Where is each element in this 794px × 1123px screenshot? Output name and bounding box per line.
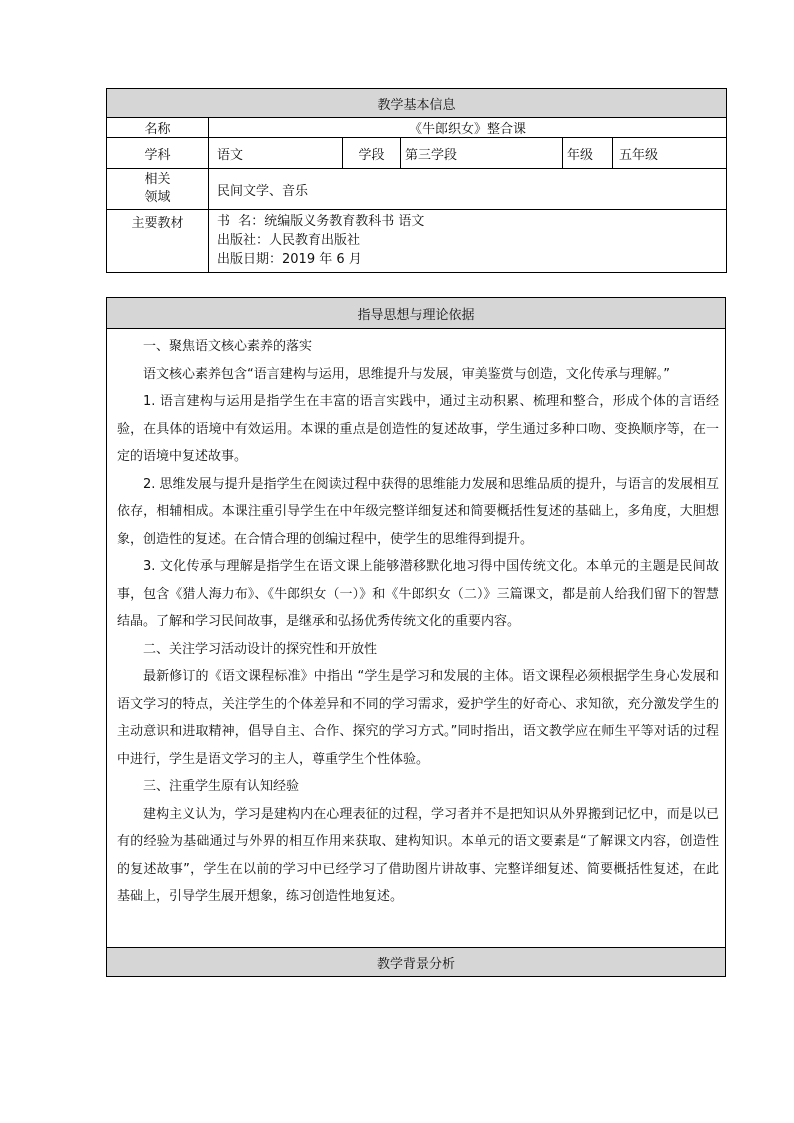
subject-value: 语文 — [209, 138, 343, 169]
subject-label: 学科 — [107, 138, 209, 169]
guidance-paragraph: 1. 语言建构与运用是指学生在丰富的语言实践中，通过主动积累、梳理和整合，形成个体的言语经验，在具体的语境中有效运用。本课的重点是创造性的复述故事，学生通过多种口吻、变换顺序等，在一定的语境中复述故事。 — [117, 394, 719, 464]
stage-value: 第三学段 — [401, 138, 563, 169]
textbook-title-line: 书 名：统编版义务教育教科书 语文 — [217, 214, 425, 229]
guidance-paragraph: 二、关注学习活动设计的探究性和开放性 — [143, 641, 378, 657]
field-label-line-1: 相关 — [144, 172, 171, 187]
guidance-paragraph: 语文核心素养包含“语言建构与运用，思维提升与发展，审美鉴赏与创造，文化传承与理解。” — [143, 366, 670, 382]
textbook-label: 主要教材 — [107, 210, 209, 273]
guidance-paragraph: 一、聚焦语文核心素养的落实 — [143, 339, 313, 354]
textbook-info — [209, 210, 727, 273]
guidance-paragraph: 最新修订的《语文课程标准》中指出 “学生是学习和发展的主体。语文课程必须根据学生身心发展和语文学习的特点，关注学生的个体差异和不同的学习需求，爱护学生的好奇心、求知欲，充分激发学生的主动意识和进取精神，倡导自主、合作、探究的学习方式。”同时指出，语文教学应在师生平等对话的过程中进行，学生是语文学习的主人，尊重学生个性体验。 — [117, 669, 719, 767]
guidance-paragraph: 2. 思维发展与提升是指学生在阅读过程中获得的思维能力发展和思维品质的提升，与语言的发展相互依存，相辅相成。本课注重引导学生在中年级完整详细复述和简要概括性复述的基础上，多角度，大胆想象，创造性的复述。在合情合理的创编过程中，使学生的思维得到提升。 — [117, 476, 719, 547]
guidance-heading: 指导思想与理论依据 — [107, 298, 726, 329]
field-label — [107, 169, 209, 210]
guidance-paragraph: 建构主义认为，学习是建构内在心理表征的过程，学习者并不是把知识从外界搬到记忆中，而是以已有的经验为基础通过与外界的相互作用来获取、建构知识。本单元的语文要素是“了解课文内容，创造性的复述故事”，学生在以前的学习中已经学习了借助图片讲故事、完整详细复述、简要概括性复述，在此基础上，引导学生展开想象，练习创造性地复述。 — [117, 806, 719, 904]
stage-label: 学段 — [343, 138, 401, 169]
background-heading: 教学背景分析 — [107, 948, 726, 977]
guidance-body — [107, 329, 726, 948]
guidance-table — [106, 297, 726, 977]
textbook-publisher-line: 出版社：人民教育出版社 — [217, 233, 361, 248]
name-label: 名称 — [107, 118, 209, 138]
name-value: 《牛郎织女》整合课 — [209, 118, 727, 138]
guidance-paragraph: 三、注重学生原有认知经验 — [143, 779, 300, 794]
grade-label: 年级 — [563, 138, 613, 169]
basic-info-heading: 教学基本信息 — [107, 89, 727, 118]
textbook-date-line: 出版日期：2019 年 6 月 — [217, 252, 362, 267]
grade-value: 五年级 — [613, 138, 727, 169]
field-value: 民间文学、音乐 — [209, 169, 727, 210]
guidance-paragraph: 3. 文化传承与理解是指学生在语文课上能够潜移默化地习得中国传统文化。本单元的主题是民间故事，包含《猎人海力布》、《牛郎织女（一）》和《牛郎织女（二）》三篇课文，都是前人给我们留下的智慧结晶。了解和学习民间故事，是继承和弘扬优秀传统文化的重要内容。 — [117, 559, 719, 629]
basic-info-table — [106, 88, 727, 273]
field-label-line-2: 领域 — [144, 190, 171, 205]
